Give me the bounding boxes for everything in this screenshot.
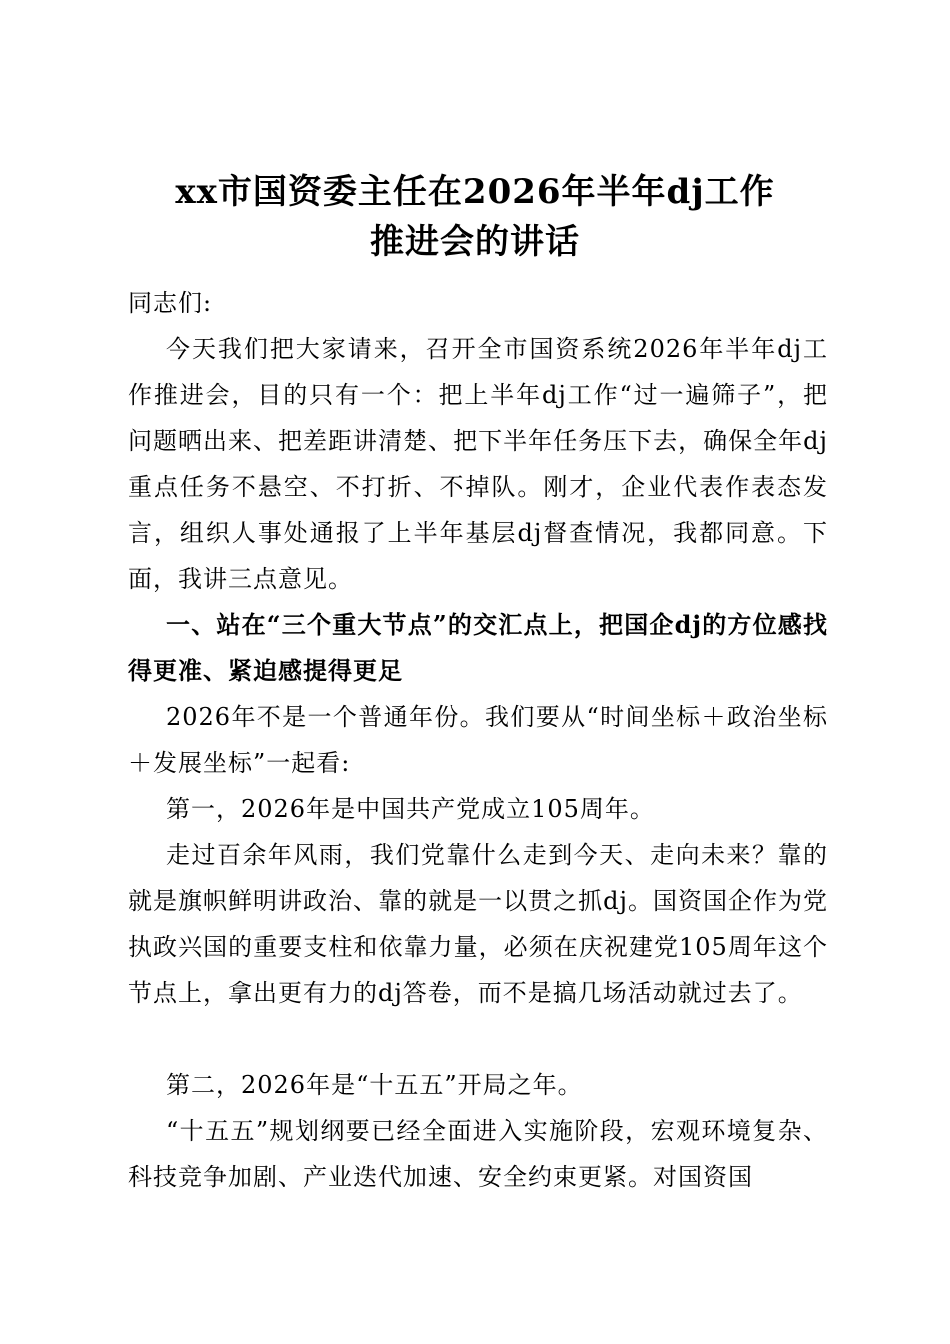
paragraph-overview: 2026年不是一个普通年份。我们要从“时间坐标＋政治坐标＋发展坐标”一起看:	[128, 703, 828, 777]
section-heading-1: 一、站在“三个重大节点”的交汇点上，把国企dj的方位感找得更准、紧迫感提得更足	[128, 610, 828, 685]
paragraph-point-2-detail: “十五五”规划纲要已经全面进入实施阶段，宏观环境复杂、科技竞争加剧、产业迭代加速、安全约束更紧。对国资国	[128, 1117, 828, 1191]
paragraph-point-1: 第一，2026年是中国共产党成立105周年。	[166, 795, 655, 823]
paragraph-intro: 今天我们把大家请来，召开全市国资系统2026年半年dj工作推进会，目的只有一个：把上半年dj工作“过一遍筛子”，把问题晒出来、把差距讲清楚、把下半年任务压下去，确保全年dj重点任务不悬空、不打折、不掉队。刚才，企业代表作表态发言，组织人事处通报了上半年基层dj督查情况，我都同意。下面，我讲三点意见。	[128, 335, 828, 593]
document-title-line-1: xx市国资委主任在2026年半年dj工作	[175, 172, 775, 212]
salutation: 同志们:	[128, 289, 213, 317]
paragraph-point-1-detail: 走过百余年风雨，我们党靠什么走到今天、走向未来？靠的就是旗帜鲜明讲政治、靠的就是一以贯之抓dj。国资国企作为党执政兴国的重要支柱和依靠力量，必须在庆祝建党105周年这个节点上，拿出更有力的dj答卷，而不是搞几场活动就过去了。	[128, 841, 828, 1007]
paragraph-point-2: 第二，2026年是“十五五”开局之年。	[166, 1071, 583, 1099]
document-title-line-2: 推进会的讲话	[370, 222, 580, 262]
